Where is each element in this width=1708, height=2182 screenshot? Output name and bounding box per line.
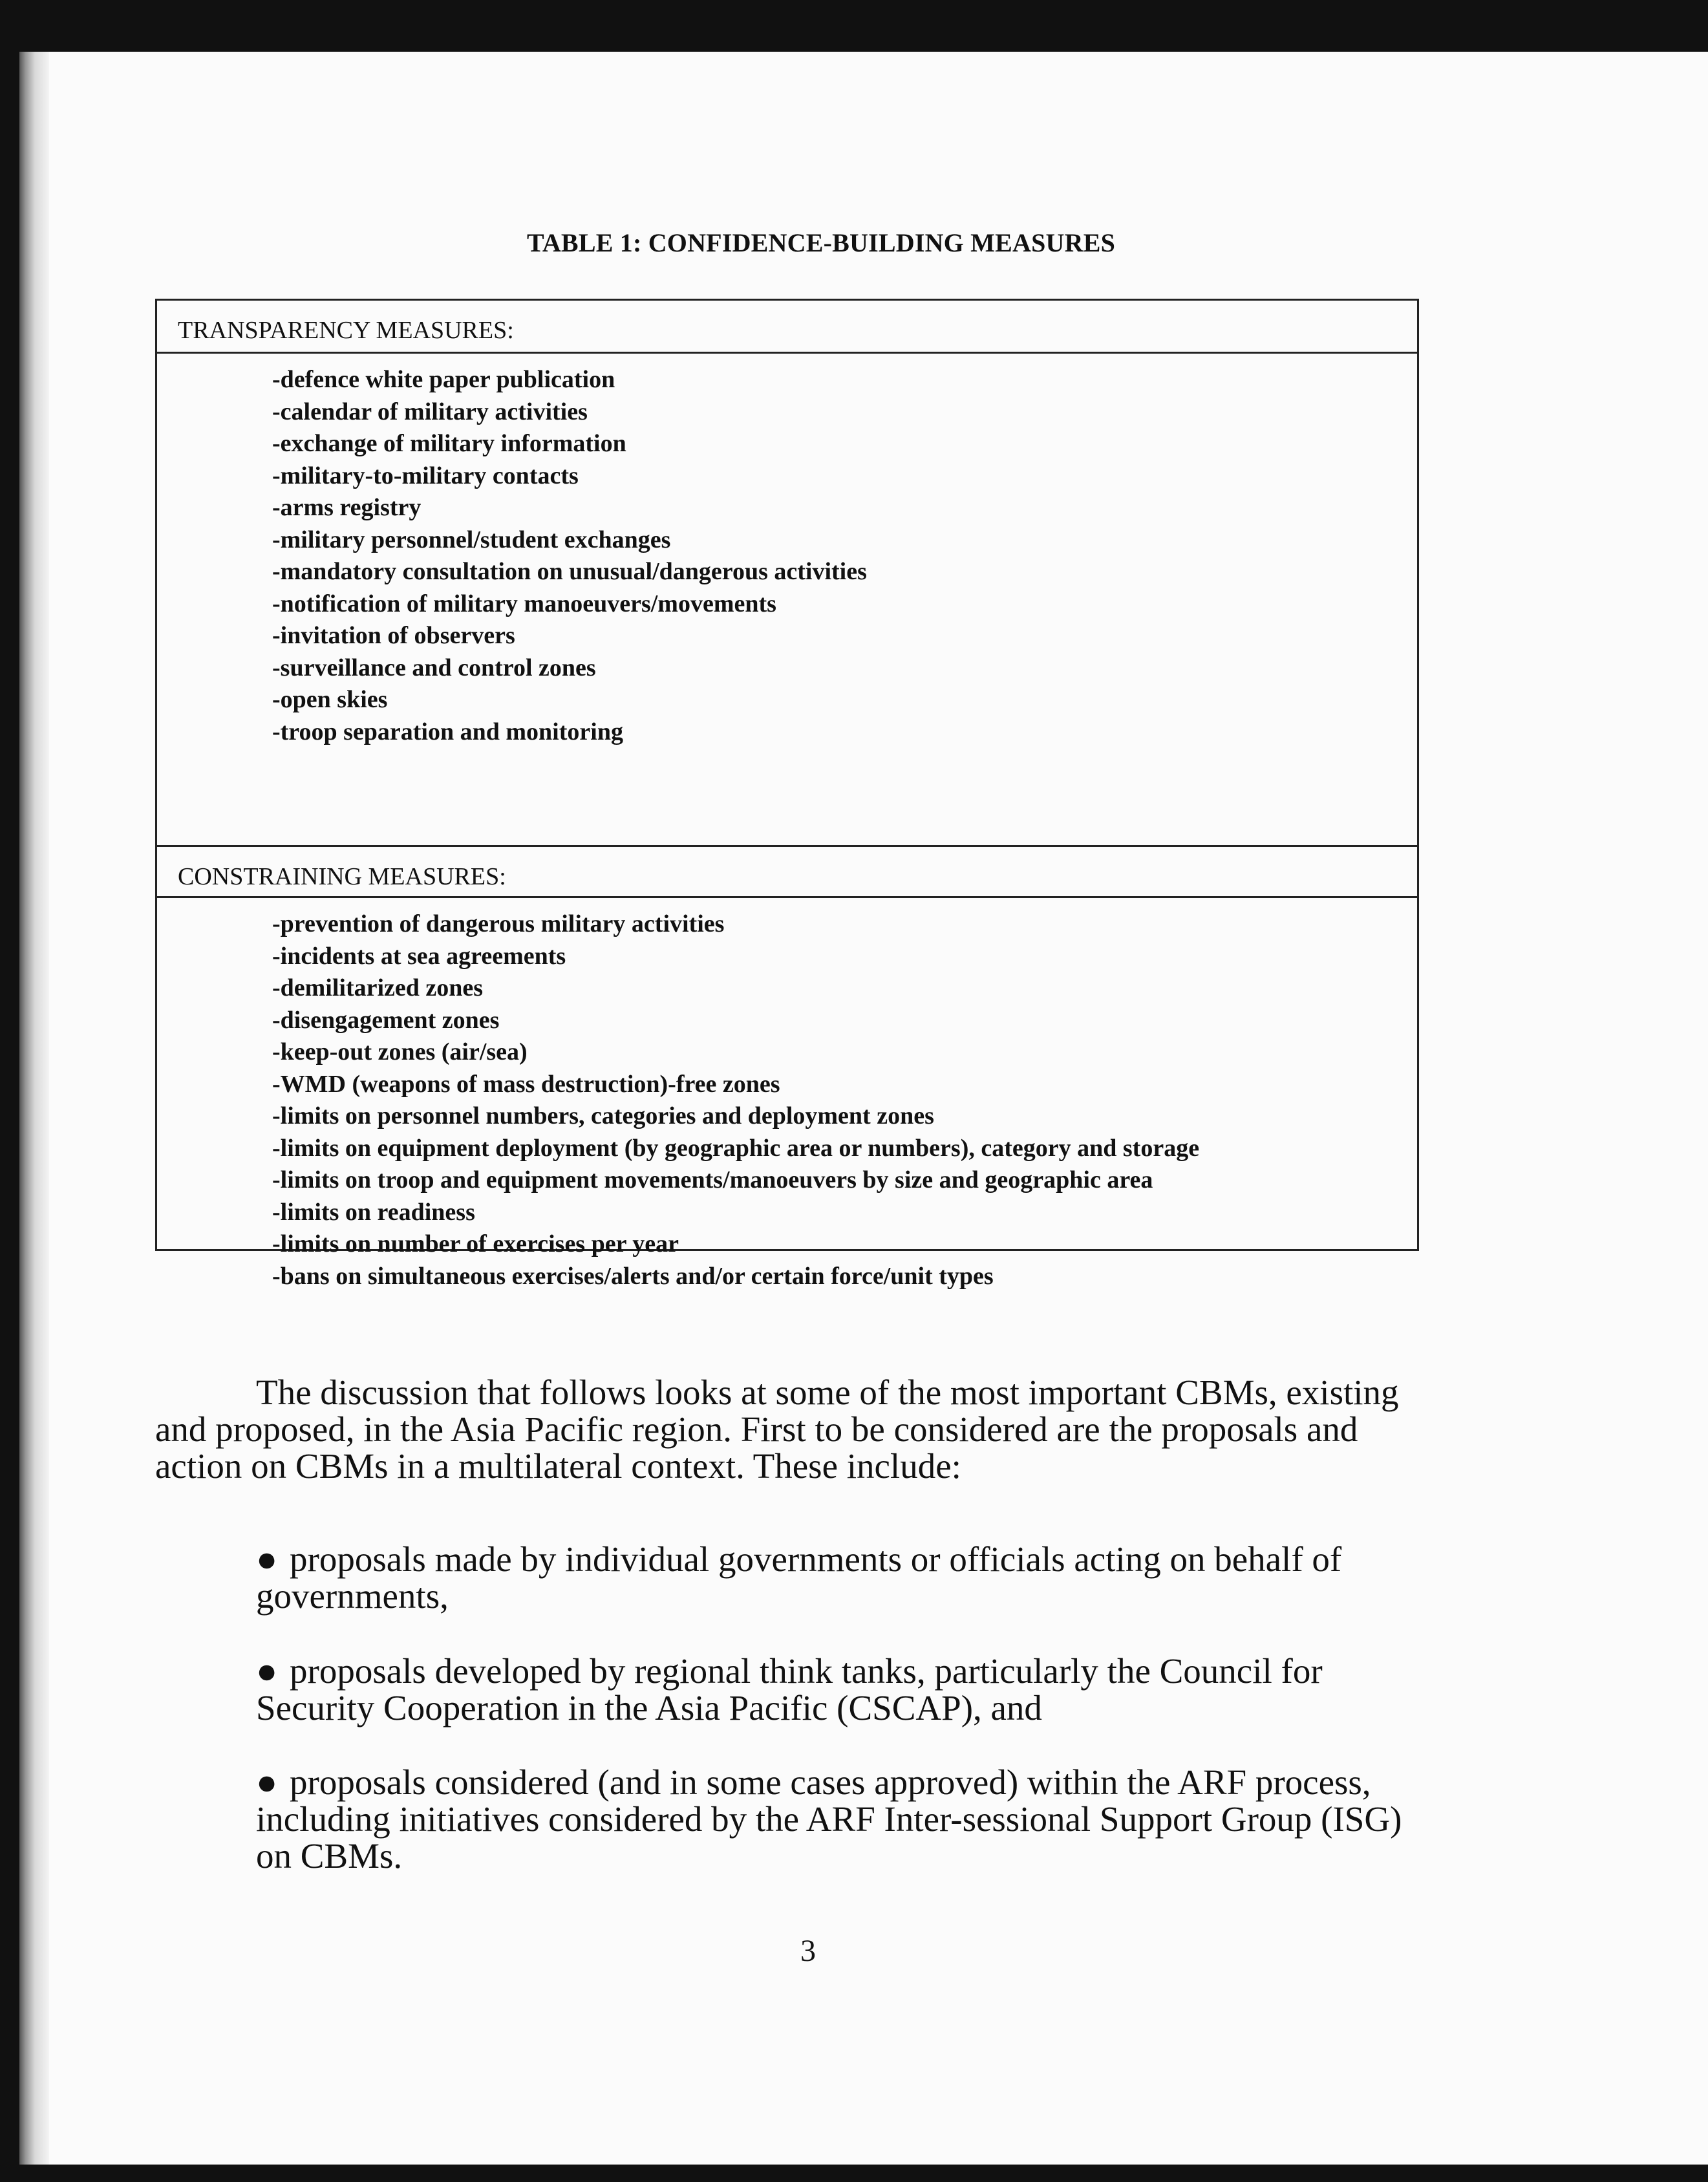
list-item: -arms registry [272,494,422,521]
bullet-text: proposals considered (and in some cases approved) within the ARF process, including initiatives considered by the ARF Inter-sessional Support Group (ISG) on CBMs. [256,1762,1402,1876]
cbm-table [155,299,1419,1290]
list-item: -notification of military manoeuvers/movements [272,590,776,617]
list-item: -disengagement zones [272,1006,500,1034]
bullet-item [256,1764,1420,1874]
list-item: -limits on number of exercises per year [272,1230,679,1257]
list-item: -military-to-military contacts [272,462,579,489]
list-item: -keep-out zones (air/sea) [272,1038,528,1065]
constraining-heading: CONSTRAINING MEASURES: [157,845,1417,898]
list-item: -military personnel/student exchanges [272,526,671,553]
table-title: TABLE 1: CONFIDENCE-BUILDING MEASURES [526,228,1116,257]
bullet-icon: ● [256,1539,278,1579]
constraining-list [272,908,1199,1292]
list-item: -defence white paper publication [272,366,615,393]
list-item: -troop separation and monitoring [272,718,623,745]
scan-bottom-border [0,2165,1708,2182]
bullet-icon: ● [256,1651,278,1691]
scan-top-border [0,0,1708,52]
transparency-heading: TRANSPARENCY MEASURES: [157,301,1417,354]
list-item: -limits on personnel numbers, categories and deployment zones [272,1102,934,1129]
list-item: -WMD (weapons of mass destruction)-free zones [272,1070,780,1098]
list-item: -limits on readiness [272,1198,475,1226]
list-item: -surveillance and control zones [272,654,596,681]
list-item: -invitation of observers [272,622,515,649]
transparency-list [272,364,867,748]
bullet-text: proposals developed by regional think tanks, particularly the Council for Security Cooperation in the Asia Pacific (CSCAP), and [256,1651,1323,1727]
list-item: -mandatory consultation on unusual/dangerous activities [272,558,867,585]
list-item: -bans on simultaneous exercises/alerts and/or certain force/unit types [272,1262,994,1290]
list-item: -calendar of military activities [272,398,588,425]
list-item: -open skies [272,686,388,713]
list-item: -incidents at sea agreements [272,942,566,970]
list-item: -prevention of dangerous military activities [272,910,725,937]
bullet-item [256,1653,1420,1726]
list-item: -limits on troop and equipment movements/manoeuvers by size and geographic area [272,1166,1153,1193]
body-paragraph: The discussion that follows looks at some of the most important CBMs, existing and proposed, in the Asia Pacific region. First to be considered are the proposals and action on CBMs in a multilateral context. These include: [155,1373,1399,1486]
list-item: -demilitarized zones [272,974,484,1001]
bullet-text: proposals made by individual governments or officials acting on behalf of governments, [256,1539,1342,1616]
page-number: 3 [800,1934,816,1968]
list-item: -exchange of military information [272,430,626,457]
scan-binding-edge [19,52,49,2165]
list-item: -limits on equipment deployment (by geographic area or numbers), category and storage [272,1134,1200,1162]
bullet-item [256,1541,1420,1614]
bullet-icon: ● [256,1762,278,1802]
